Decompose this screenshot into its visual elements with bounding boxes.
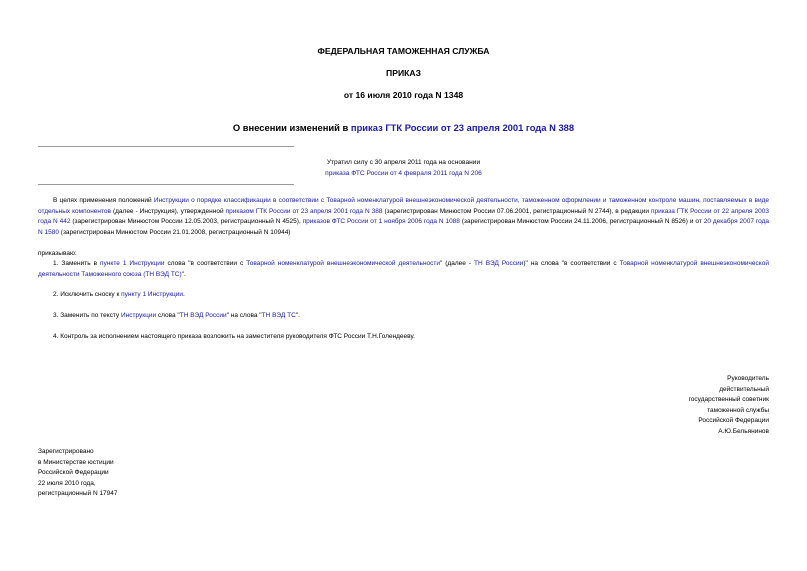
registration-line: в Министерстве юстиции xyxy=(38,458,114,466)
preamble-paragraph xyxy=(38,196,769,238)
document-type: ПРИКАЗ xyxy=(386,68,421,78)
link-instruction[interactable]: Инструкции о порядке классификации в соответствии с Товарной номенклатурой внешнеэкономической деятельности, таможенном оформлении и таможенном контроле машин, поставляемых в виде отдельных компонентов xyxy=(38,197,769,215)
link-item1-instruction-p1[interactable]: пункте 1 Инструкции xyxy=(100,260,165,267)
signature-line: таможенной службы xyxy=(707,406,769,414)
preamble-text-2: (далее - Инструкция), утвержденной xyxy=(110,207,226,215)
agency-name: ФЕДЕРАЛЬНАЯ ТАМОЖЕННАЯ СЛУЖБА xyxy=(317,46,490,56)
link-item3-instruction[interactable]: Инструкции xyxy=(120,312,157,319)
registration-line: Зарегистрировано xyxy=(38,448,94,455)
registration-block xyxy=(38,447,118,500)
order-word: приказываю: xyxy=(38,250,77,257)
link-order-442[interactable]: приказа ГТК России от 22 апреля 2003 года N 442 xyxy=(38,207,769,225)
preamble-text-1: В целях применения положений xyxy=(53,197,154,204)
item1-text-2: слова "в соответствии с xyxy=(164,260,247,267)
link-item3-tn-ved-ts[interactable]: ТН ВЭД ТС xyxy=(261,312,296,319)
item3-text-4: ". xyxy=(295,312,300,319)
signature-line: Российской Федерации xyxy=(698,417,769,424)
status-note-line2 xyxy=(0,168,807,179)
signature-line: действительный xyxy=(719,385,769,393)
item4-text-1: 4. Контроль за исполнением настоящего приказа возложить на заместителя руководителя ФТС России Т.Н.Голендееву. xyxy=(53,333,415,340)
signature-block xyxy=(689,374,769,437)
item3-text-3: " на слова " xyxy=(226,312,262,319)
link-item2-instruction-p1[interactable]: пункту 1 Инструкции xyxy=(121,291,184,298)
link-order-1580[interactable]: 20 декабря 2007 года N 1580 xyxy=(38,218,769,236)
title-prefix: О внесении изменений в xyxy=(232,122,351,133)
link-order-388[interactable]: приказом ГТК России от 23 апреля 2001 года N 388 xyxy=(225,207,383,215)
preamble-text-5: (зарегистрирован Минюстом России 24.11.2006, регистрационный N 8526) и от xyxy=(459,218,704,225)
link-item1-tn-ved[interactable]: Товарной номенклатурой внешнеэкономической деятельности xyxy=(246,260,441,267)
link-order-1088[interactable]: приказов ФТС России от 1 ноября 2006 года N 1088 xyxy=(302,218,460,225)
divider-top xyxy=(38,146,294,147)
preamble-text-3: (зарегистрирован Минюстом России 07.06.2001, регистрационный N 2744), в редакции xyxy=(382,207,651,215)
item3-text-1: 3. Заменить по тексту xyxy=(53,312,121,319)
document-title xyxy=(0,122,807,133)
item-1 xyxy=(38,259,769,280)
document-date-number: от 16 июля 2010 года N 1348 xyxy=(343,90,464,100)
signature-line: государственный советник xyxy=(688,396,769,403)
title-link-order-388[interactable]: приказ ГТК России от 23 апреля 2001 года N 388 xyxy=(350,122,575,133)
link-item3-tn-ved-russia[interactable]: ТН ВЭД России xyxy=(179,312,227,319)
item2-text-1: 2. Исключить сноску к xyxy=(53,291,122,298)
item-4 xyxy=(53,332,415,343)
registration-line: регистрационный N 17947 xyxy=(38,490,118,497)
item-2 xyxy=(53,290,185,301)
registration-line: Российской Федерации xyxy=(38,469,109,476)
signature-name: А.Ю.Бельянинов xyxy=(718,427,769,435)
item2-text-2: . xyxy=(183,291,185,298)
divider-bottom xyxy=(38,184,294,185)
preamble-text-4: (зарегистрирован Минюстом России 12.05.2003, регистрационный N 4525), xyxy=(70,218,303,225)
registration-line: 22 июля 2010 года, xyxy=(38,479,96,487)
item1-text-4: )" на слова "в соответствии с xyxy=(523,260,620,267)
item3-text-2: слова " xyxy=(156,312,180,319)
item-3 xyxy=(53,311,300,322)
item1-text-3: " (далее - xyxy=(440,260,475,267)
preamble-text-6: (зарегистрирован Минюстом России 21.01.2008, регистрационный N 10944) xyxy=(58,228,291,236)
item1-text-1: 1. Заменить в xyxy=(53,260,101,267)
signature-line: Руководитель xyxy=(727,375,769,382)
item1-text-5: ". xyxy=(181,270,186,278)
link-item1-tn-ved-ts[interactable]: Товарной номенклатурой внешнеэкономической деятельности Таможенного союза (ТН ВЭД ТС) xyxy=(38,260,769,278)
link-item1-tn-ved-russia[interactable]: ТН ВЭД России xyxy=(474,260,524,267)
status-note-link[interactable]: приказа ФТС России от 4 февраля 2011 года N 206 xyxy=(325,170,482,177)
status-note-line1: Утратил силу с 30 апреля 2011 года на основании xyxy=(326,159,481,166)
